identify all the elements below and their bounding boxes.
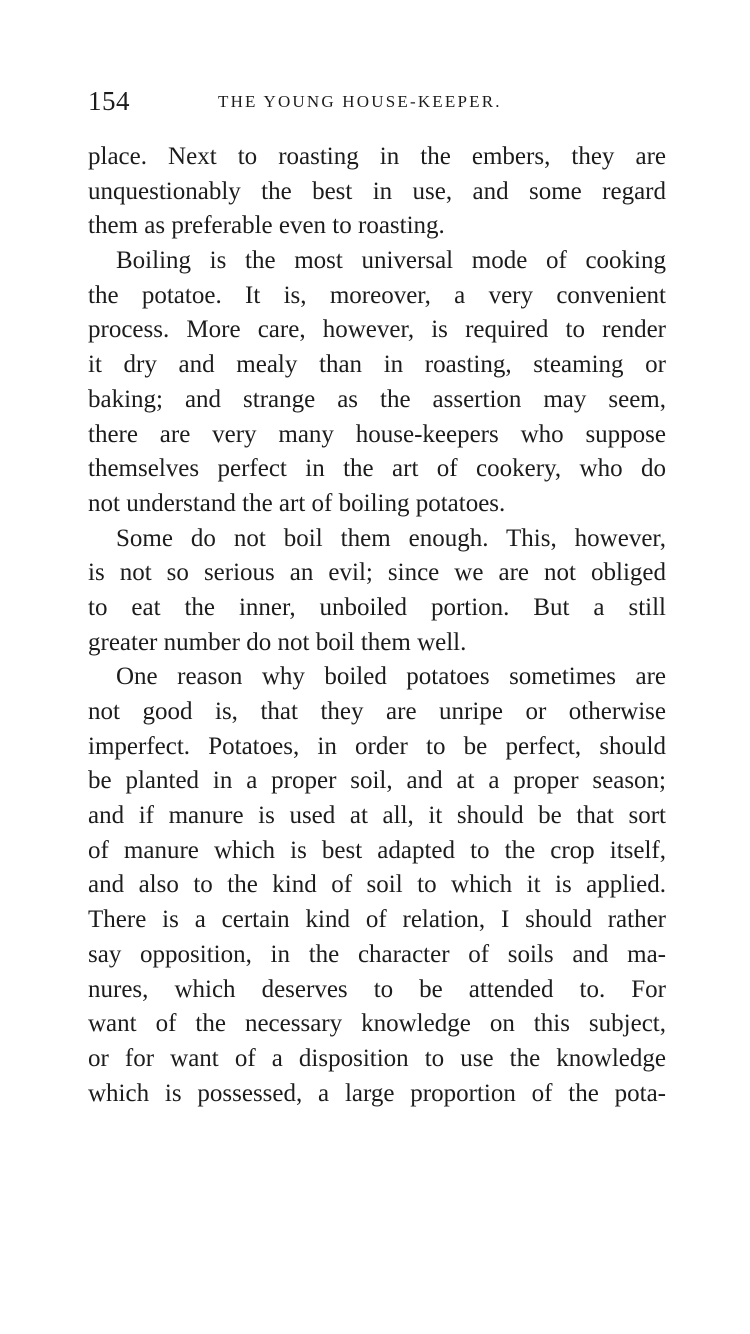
body-text	[88, 140, 666, 1111]
text-line: nures, which deserves to be attended to. For	[88, 975, 666, 1003]
text-line: and if manure is used at all, it should be that sort	[88, 802, 666, 830]
text-line: imperfect. Potatoes, in order to be perfect, should	[88, 732, 666, 760]
text-line: Some do not boil them enough. This, however,	[116, 524, 666, 552]
text-line: say opposition, in the character of soils and ma-	[88, 940, 666, 968]
text-line: not good is, that they are unripe or otherwise	[88, 698, 666, 725]
text-line: the potatoe. It is, moreover, a very convenient	[88, 281, 666, 309]
page-number: 154	[88, 86, 130, 116]
text-line: unquestionably the best in use, and some regard	[88, 177, 666, 205]
text-line: and also to the kind of soil to which it is applied.	[88, 871, 666, 899]
text-line: which is possessed, a large proportion of the pota-	[88, 1079, 666, 1107]
text-line: or for want of a disposition to use the knowledge	[88, 1044, 666, 1072]
text-line: process. More care, however, is required to render	[88, 316, 666, 344]
text-line: baking; and strange as the assertion may seem,	[88, 385, 666, 413]
text-line: of manure which is best adapted to the crop itself,	[88, 836, 666, 864]
text-line: themselves perfect in the art of cookery, who do	[88, 455, 666, 483]
text-line: There is a certain kind of relation, I should rather	[88, 906, 666, 934]
text-line: to eat the inner, unboiled portion. But a still	[88, 593, 666, 621]
text-line: be planted in a proper soil, and at a proper season;	[88, 767, 666, 795]
text-line: there are very many house-keepers who suppose	[88, 420, 666, 448]
text-line: is not so serious an evil; since we are not obliged	[88, 559, 666, 587]
running-title: THE YOUNG HOUSE-KEEPER.	[218, 92, 502, 111]
text-line: it dry and mealy than in roasting, steaming or	[88, 351, 666, 379]
text-line: Boiling is the most universal mode of cooking	[116, 247, 666, 275]
running-head	[88, 84, 666, 118]
text-line: not understand the art of boiling potatoes.	[88, 489, 506, 517]
text-line: want of the necessary knowledge on this subject,	[88, 1010, 666, 1038]
text-line: place. Next to roasting in the embers, they are	[88, 143, 666, 170]
text-line: greater number do not boil them well.	[88, 628, 467, 656]
text-line: them as preferable even to roasting.	[88, 212, 445, 240]
text-line: One reason why boiled potatoes sometimes are	[116, 663, 666, 691]
